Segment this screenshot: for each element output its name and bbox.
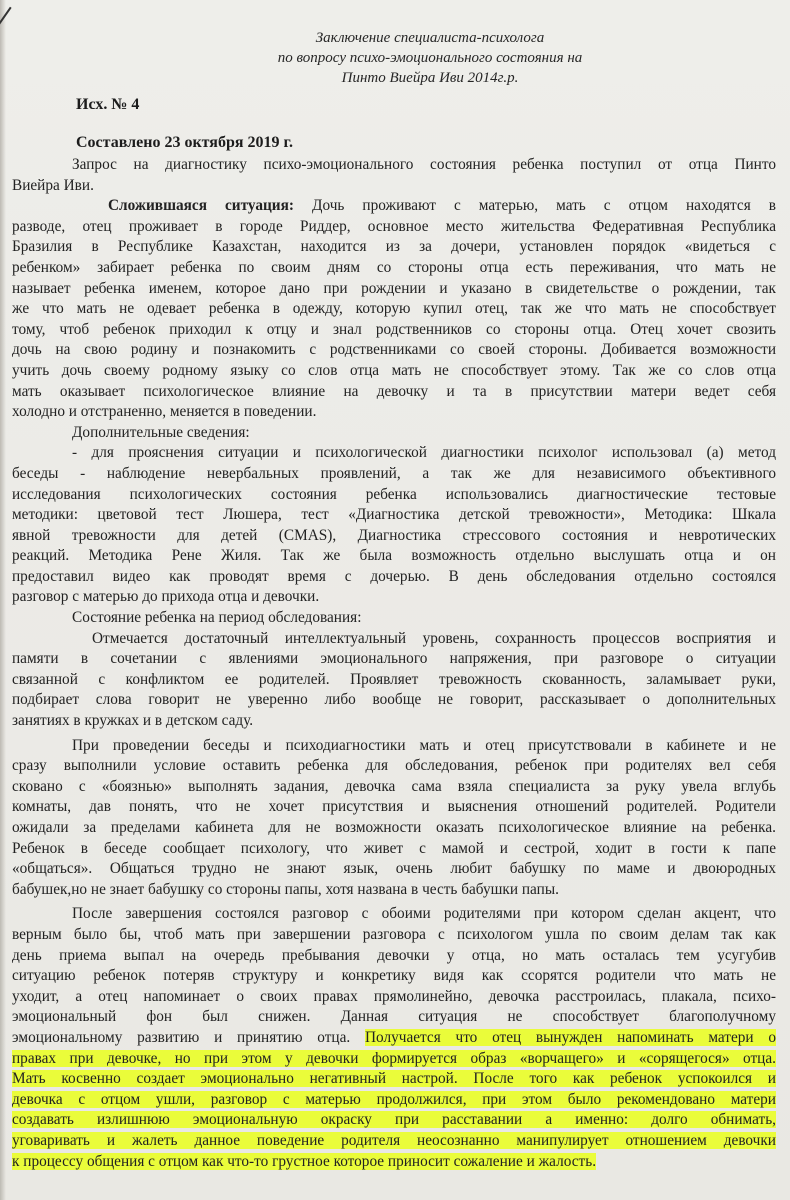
highlighted-line	[12, 1131, 776, 1152]
highlighted-line	[12, 1049, 776, 1070]
text-line: эмоциональный фон был снижен. Данная ситуация не способствует благополучному	[12, 1008, 776, 1026]
text-line: разводе, отец проживает в городе Риддер, основное место жительства Федеративная Республика	[12, 217, 776, 235]
text-line: же что мать не одевает ребенка в одежду, которую купил отец, так же что мать не способствует	[12, 300, 776, 318]
situation-heading: Сложившаяся ситуация:	[108, 197, 294, 215]
highlighted-text: к процессу общения с отцом как что-то грустное которое приносит сожаление и жалость.	[12, 1152, 597, 1170]
text-line: ребенком» забирает ребенка по своим дням со стороны отца есть переживания, что мать не	[12, 258, 776, 276]
text-line: подбирает слова говорит не уверенно либо вообще не говорит, рассказывает о дополнительных	[12, 691, 776, 709]
mixed-highlight-line	[12, 1028, 776, 1049]
text-line: После завершения состоялся разговор с обоими родителями при котором сделан акцент, что	[72, 905, 776, 923]
text-line: уходит, а отец напоминает о своих правах прямолинейно, девочка расстроилась, плакала, психо-	[12, 987, 776, 1005]
text-line: разговор с матерью до прихода отца и девочки.	[12, 588, 320, 606]
text-line: сразу выполнили условие оставить ребенка для обследования, ребенок при родителях вел себя	[12, 757, 776, 775]
highlighted-text: Получается что отец вынужден напоминать матери о	[365, 1028, 776, 1046]
text-line: При проведении беседы и психодиагностики мать и отец присутствовали в кабинете и не	[72, 736, 776, 754]
text-line: дочь на свою родину и познакомить с родственниками со своей стороны. Добивается возможности	[12, 341, 776, 359]
text-line: исследования психологических состояния ребенка использовались диагностические тестовые	[12, 485, 776, 503]
title-line: Пинто Виейра Иви 2014г.р.	[341, 70, 519, 86]
document-title	[0, 28, 790, 88]
text-line: памяти в сочетании с явлениями эмоционального напряжения, при разговоре о ситуации	[12, 650, 776, 668]
situation-first-line	[12, 196, 776, 217]
text-line: Ребенок в беседе сообщает психологу, что живет с мамой и сестрой, ходит в гости к папе	[12, 839, 776, 857]
text-line: Бразилия в Республике Казахстан, находится из за дочери, установлен порядок «видеться с	[12, 238, 776, 256]
highlighted-line	[12, 1110, 776, 1131]
section-heading: Состояние ребенка на период обследования:	[72, 609, 362, 627]
highlighted-line	[12, 1152, 776, 1173]
text-line: методики: цветовой тест Люшера, тест «Диагностика детской тревожности», Методика: Шкала	[12, 506, 776, 524]
text-line: предоставил видео как проводят время с дочерью. В день обследования отдельно состоялся	[12, 567, 776, 585]
highlighted-text: правах при девочке, но при этом у девочки формируется образ «ворчащего» и «сорящегося» отца.	[12, 1049, 776, 1067]
text-line: беседы - наблюдение невербальных проявлений, а так же для независимого объективного	[12, 464, 776, 482]
highlighted-line	[12, 1090, 776, 1111]
highlighted-text: уговаривать и жалеть данное поведение родителя неосознанно манипулирует отношением девочки	[12, 1131, 776, 1149]
text-line: тому, чтоб ребенок приходил к отцу и знал родственников со стороны отца. Отец хочет свозить	[12, 320, 776, 338]
text-line: бабушек,но не знает бабушку со стороны папы, хотя названа в честь бабушки папы.	[12, 880, 559, 898]
text-line: явной тревожности для детей (CMAS), Диагностика стрессового состояния и невротических	[12, 526, 776, 544]
title-line: Заключение специалиста-психолога	[315, 30, 545, 46]
composed-date: Составлено 23 октября 2019 г.	[76, 134, 293, 151]
text-line: холодно и отстраненно, меняется в поведении.	[12, 403, 317, 421]
text-line: занятиях в кружках и в детском саду.	[12, 712, 254, 730]
text-line: связанной с конфликтом ее родителей. Проявляет тревожность скованность, заламывает руки,	[12, 670, 776, 688]
text-line: ситуацию ребенок потеряв структуру и конкретику видя как ссорятся родители что мать не	[12, 967, 776, 985]
text-line: учить дочь своему родному языку со слов отца мать не способствует этому. Так же со слов отца	[12, 361, 776, 379]
text-line: сковано с «боязнью» выполнять задания, девочка сама взяла специалиста за руку увела вглубь	[12, 777, 776, 795]
text-fragment: Дочь проживают с матерью, мать с отцом находятся в	[294, 197, 776, 215]
section-heading: Дополнительные сведения:	[72, 423, 250, 441]
text-line: - для прояснения ситуации и психологической диагностики психолог использовал (а) метод	[72, 444, 776, 462]
text-line: Виейра Иви.	[12, 176, 94, 194]
text-line: «общаться». Общаться трудно не знают язык, очень любит бабушку по маме и двоюродных	[12, 860, 776, 878]
text-line: называет ребенка именем, которое дано при рождении и указано в свидетельстве о рождении, так	[12, 279, 776, 297]
title-line: по вопросу психо-эмоционального состояния на	[277, 50, 583, 66]
document-body	[12, 155, 776, 1172]
text-line: Запрос на диагностику психо-эмоционального состояния ребенка поступил от отца Пинто	[72, 156, 776, 173]
reference-number: Исх. № 4	[76, 96, 140, 113]
text-line: мать оказывает психологическое влияние на девочку и та в присутствии матери ведет себя	[12, 382, 776, 400]
text-line: Отмечается достаточный интеллектуальный уровень, сохранность процессов восприятия и	[92, 629, 776, 647]
highlighted-text: Мать косвенно создает эмоционально негативный настрой. После того как ребенок успокоился и	[12, 1070, 776, 1088]
text-line: реакций. Методика Рене Жиля. Так же была возможность отдельно выслушать отца и он	[12, 547, 776, 565]
text-fragment: эмоциональному развитию и принятию отца.	[12, 1028, 365, 1046]
highlighted-line	[12, 1069, 776, 1090]
highlighted-text: девочка с отцом ушли, разговор с матерью продолжился, при этом было рекомендовано матери	[12, 1090, 776, 1108]
scan-edge-shadow	[0, 0, 6, 1200]
text-line: комнаты, дав понять, что не хочет присутствия и выяснения отношений родителей. Родители	[12, 798, 776, 816]
highlighted-text: создавать излишнюю эмоциональную окраску при расставании а именно: долго обнимать,	[12, 1111, 776, 1129]
text-line: ожидали за пределами кабинета для не возможности оказать психологическое влияние на ребенка.	[12, 819, 776, 836]
text-line: верным было бы, чтоб мать при завершении разговора с психологом ушла по своим делам так как	[12, 925, 776, 943]
text-line: день приема выпал на очередь пребывания девочки у отца, но мать осталась тем усугубив	[12, 946, 776, 964]
